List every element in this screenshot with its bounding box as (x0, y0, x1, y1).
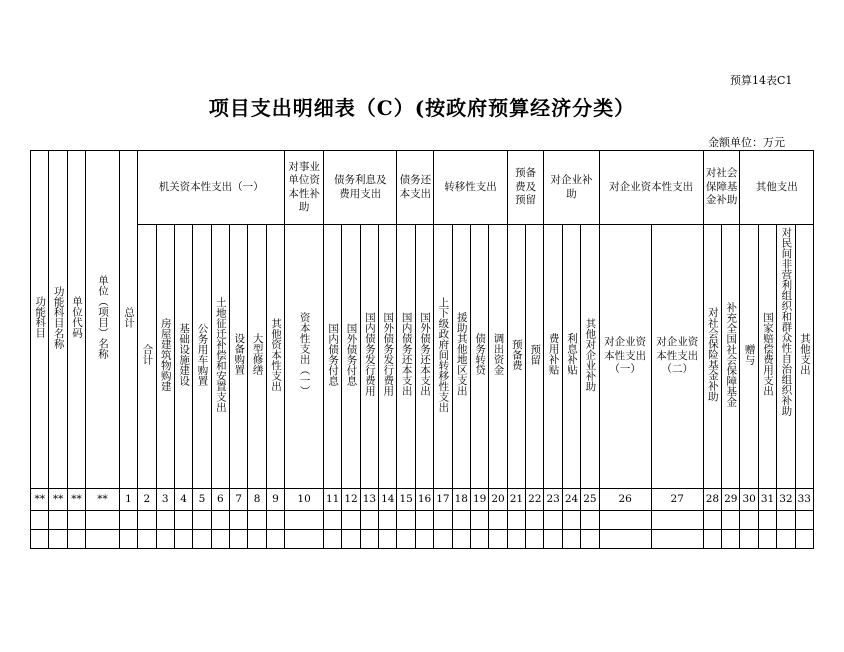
col-number: 33 (795, 489, 813, 511)
col-number: 13 (360, 489, 378, 511)
col-number: 18 (452, 489, 470, 511)
col-number: 23 (544, 489, 562, 511)
col-number: 27 (651, 489, 703, 511)
sub-header: 其他对企业补助 (581, 225, 599, 489)
column-number-row (31, 489, 814, 511)
col-number: 7 (230, 489, 248, 511)
sub-header: 预备费 (507, 225, 525, 489)
header-unit-name: 单位（项目）名称 (86, 151, 120, 489)
sub-header: 土地征迁补偿和安置支出 (211, 225, 229, 489)
col-number: 17 (434, 489, 452, 511)
col-number: 32 (777, 489, 795, 511)
col-number: 30 (740, 489, 758, 511)
col-number: 26 (599, 489, 651, 511)
sub-header: 对企业资本性支出（一） (599, 225, 651, 489)
group-enterprise-subsidy: 对企业补助 (544, 151, 599, 225)
col-number: 10 (285, 489, 324, 511)
group-debt-interest: 债务利息及费用支出 (323, 151, 397, 225)
col-number: 12 (342, 489, 360, 511)
sub-header: 国家赔偿费用支出 (758, 225, 776, 489)
col-number: 2 (138, 489, 156, 511)
col-number: 20 (489, 489, 507, 511)
sub-header: 合计 (138, 225, 156, 489)
col-number: 14 (379, 489, 397, 511)
col-number: 3 (156, 489, 174, 511)
col-number: 31 (758, 489, 776, 511)
col-number: 11 (323, 489, 341, 511)
empty-row (31, 511, 814, 530)
sub-header: 其他支出 (795, 225, 813, 489)
sub-header: 调出资金 (489, 225, 507, 489)
sub-header: 国外债务还本支出 (415, 225, 433, 489)
sub-header: 国内债务还本支出 (397, 225, 415, 489)
sub-header: 公务用车购置 (193, 225, 211, 489)
sub-header: 基础设施建设 (174, 225, 192, 489)
header-unit-code: 单位代码 (67, 151, 85, 489)
group-reserve: 预备费及预留 (507, 151, 544, 225)
sub-header: 房屋建筑物购建 (156, 225, 174, 489)
sub-header: 利息补贴 (562, 225, 580, 489)
col-number: 28 (703, 489, 721, 511)
sub-header: 国外债务付息 (342, 225, 360, 489)
col-number: 4 (174, 489, 192, 511)
sub-header: 对社会保险基金补助 (703, 225, 721, 489)
sub-header: 资本性支出（一） (285, 225, 324, 489)
page-title: 项目支出明细表（C）(按政府预算经济分类） (208, 96, 636, 120)
col-number: 8 (248, 489, 266, 511)
col-number: ** (31, 489, 49, 511)
group-transfer: 转移性支出 (434, 151, 508, 225)
col-number: 16 (415, 489, 433, 511)
group-institution-capital-subsidy: 对事业单位资本性补助 (285, 151, 324, 225)
sub-header: 债务转贷 (470, 225, 488, 489)
sub-header: 国内债务付息 (323, 225, 341, 489)
col-number: 5 (193, 489, 211, 511)
group-gov-capital-1: 机关资本性支出（一） (138, 151, 285, 225)
col-number: 6 (211, 489, 229, 511)
group-other: 其他支出 (740, 151, 814, 225)
sub-header: 大型修缮 (248, 225, 266, 489)
sub-header: 对企业资本性支出（二） (651, 225, 703, 489)
sub-header: 赠与 (740, 225, 758, 489)
sub-header: 国内债务发行费用 (360, 225, 378, 489)
sub-header: 援助其他地区支出 (452, 225, 470, 489)
col-number: 24 (562, 489, 580, 511)
sub-header: 费用补贴 (544, 225, 562, 489)
sub-header: 补充全国社会保障基金 (722, 225, 740, 489)
col-number: 22 (526, 489, 544, 511)
header-func-subject: 功能科目 (31, 151, 49, 489)
sub-header: 设备购置 (230, 225, 248, 489)
col-number: 1 (119, 489, 137, 511)
header-total: 总计 (119, 151, 137, 489)
form-code: 预算14表C1 (730, 74, 793, 87)
col-number: 29 (722, 489, 740, 511)
group-social-security: 对社会保障基金补助 (703, 151, 740, 225)
group-debt-principal: 债务还本支出 (397, 151, 434, 225)
header-func-subject-name: 功能科目名称 (49, 151, 67, 489)
header-row-groups (31, 151, 814, 225)
col-number: 15 (397, 489, 415, 511)
col-number: 9 (266, 489, 284, 511)
sub-header: 其他资本性支出 (266, 225, 284, 489)
empty-row (31, 530, 814, 549)
col-number: ** (67, 489, 85, 511)
col-number: 25 (581, 489, 599, 511)
col-number: ** (86, 489, 120, 511)
sub-header: 上下级政府间转移性支出 (434, 225, 452, 489)
col-number: 19 (470, 489, 488, 511)
amount-unit: 金额单位：万元 (708, 136, 785, 149)
budget-table (30, 150, 814, 549)
sub-header: 国外债务发行费用 (379, 225, 397, 489)
col-number: 21 (507, 489, 525, 511)
col-number: ** (49, 489, 67, 511)
header-row-subs (31, 225, 814, 489)
group-enterprise-capital: 对企业资本性支出 (599, 151, 703, 225)
sub-header: 预留 (526, 225, 544, 489)
sub-header: 对民间非营利组织和群众性自治组织补助 (777, 225, 795, 489)
